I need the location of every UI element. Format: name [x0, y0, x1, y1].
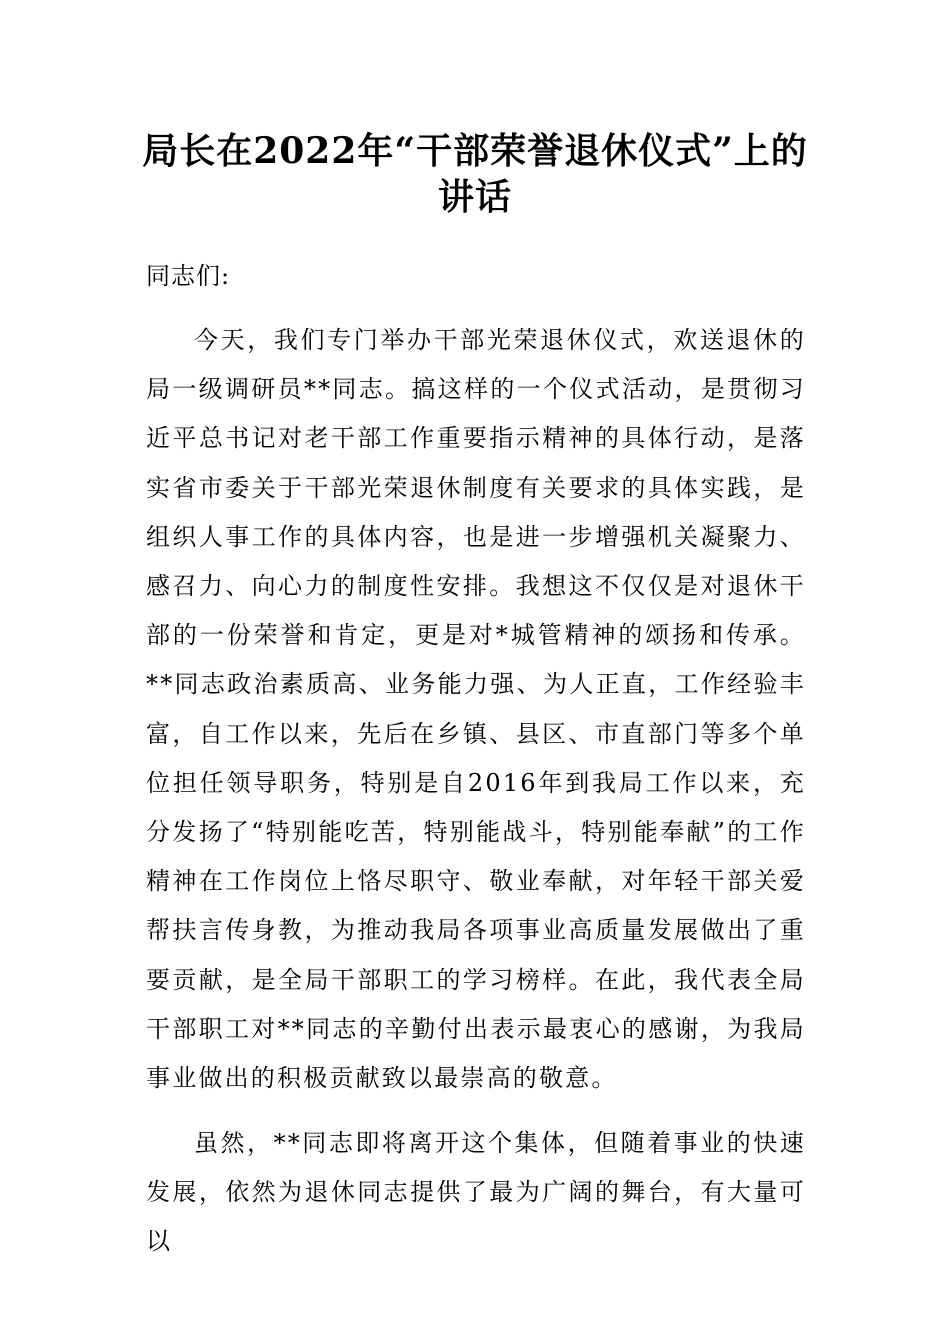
salutation: 同志们: [146, 262, 231, 290]
document-title: 局长在2022年“干部荣誉退休仪式”上的讲话 [142, 130, 808, 218]
body-paragraph-2: 虽然，**同志即将离开这个集体，但随着事业的快速发展，依然为退休同志提供了最为广阔的舞台，有大量可以 [146, 1129, 806, 1256]
body-paragraph-1: 今天，我们专门举办干部光荣退休仪式，欢送退休的局一级调研员**同志。搞这样的一个仪式活动，是贯彻习近平总书记对老干部工作重要指示精神的具体行动，是落实省市委关于干部光荣退休制度有关要求的具体实践，是组织人事工作的具体内容，也是进一步增强机关凝聚力、感召力、向心力的制度性安排。我想这不仅仅是对退休干部的一份荣誉和肯定，更是对*城管精神的颂扬和传承。**同志政治素质高、业务能力强、为人正直，工作经验丰富，自工作以来，先后在乡镇、县区、市直部门等多个单位担任领导职务，特别是自2016年到我局工作以来，充分发扬了“特别能吃苦，特别能战斗，特别能奉献”的工作精神在工作岗位上恪尽职守、敬业奉献，对年轻干部关爱帮扶言传身教，为推动我局各项事业高质量发展做出了重要贡献，是全局干部职工的学习榜样。在此，我代表全局干部职工对**同志的辛勤付出表示最衷心的感谢，为我局事业做出的积极贡献致以最崇高的敬意。 [146, 326, 806, 1093]
